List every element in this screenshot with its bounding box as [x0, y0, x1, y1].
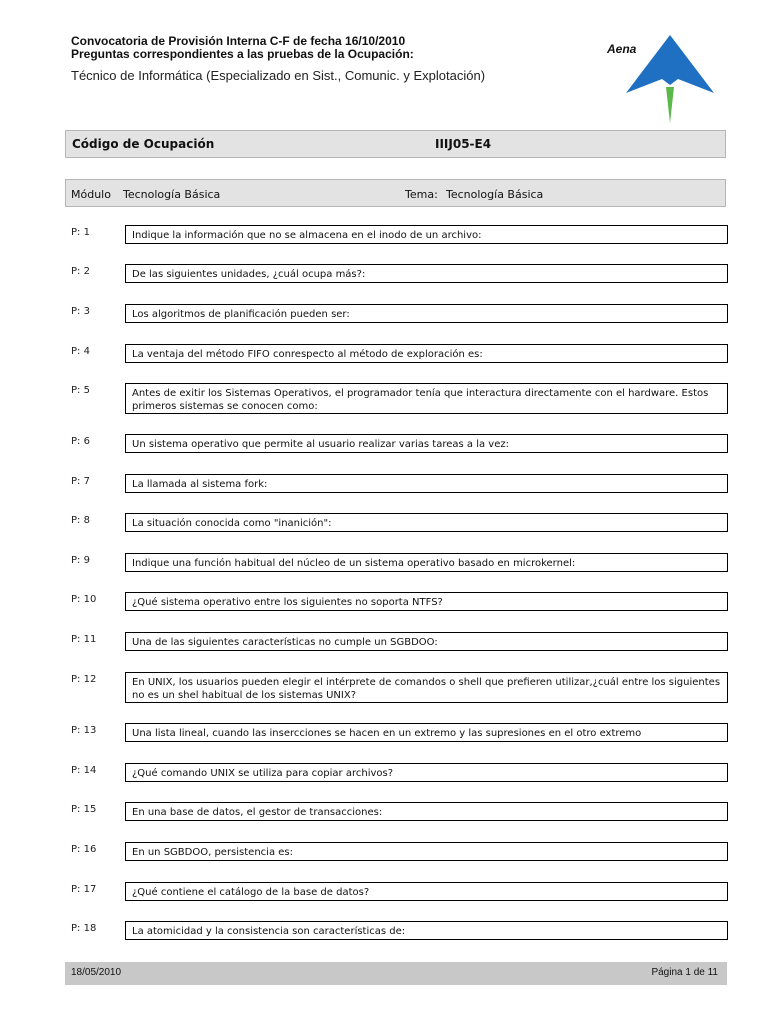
- module-label: Módulo: [71, 188, 111, 201]
- question-number: P: 9: [71, 555, 90, 566]
- question-number: P: 8: [71, 515, 90, 526]
- code-value: IIIJ05-E4: [435, 137, 492, 151]
- question-text: Antes de exitir los Sistemas Operativos, el programador tenía que interactura directamente con el hardware. Estos primeros sistemas se conocen como:: [125, 383, 728, 414]
- question-text: Los algoritmos de planificación pueden ser:: [125, 304, 728, 323]
- question-number: P: 11: [71, 634, 97, 645]
- question-number: P: 12: [71, 674, 97, 685]
- aena-logo-icon: [622, 33, 718, 125]
- question-text: Indique una función habitual del núcleo de un sistema operativo basado en microkernel:: [125, 553, 728, 572]
- question-text: Una de las siguientes características no cumple un SGBDOO:: [125, 632, 728, 651]
- module-bar: [65, 179, 726, 207]
- question-number: P: 17: [71, 884, 97, 895]
- question-text: ¿Qué contiene el catálogo de la base de datos?: [125, 882, 728, 901]
- pruebas-subtitle: Preguntas correspondientes a las pruebas de la Ocupación:: [71, 47, 414, 61]
- occupation-code-bar: [65, 130, 726, 158]
- question-number: P: 4: [71, 346, 90, 357]
- page-footer: [65, 962, 727, 985]
- tema-value: Tecnología Básica: [446, 188, 544, 201]
- footer-page-number: Página 1 de 11: [651, 967, 718, 978]
- convocatoria-title: Convocatoria de Provisión Interna C-F de fecha 16/10/2010: [71, 34, 406, 48]
- question-text: La atomicidad y la consistencia son características de:: [125, 921, 728, 940]
- question-text: Un sistema operativo que permite al usuario realizar varias tareas a la vez:: [125, 434, 728, 453]
- question-number: P: 1: [71, 227, 90, 238]
- question-number: P: 18: [71, 923, 97, 934]
- question-text: De las siguientes unidades, ¿cuál ocupa más?:: [125, 264, 728, 283]
- module-value: Tecnología Básica: [123, 188, 221, 201]
- question-number: P: 5: [71, 385, 90, 396]
- question-number: P: 16: [71, 844, 97, 855]
- footer-date: 18/05/2010: [71, 967, 122, 978]
- question-text: La situación conocida como "inanición":: [125, 513, 728, 532]
- question-text: ¿Qué sistema operativo entre los siguientes no soporta NTFS?: [125, 592, 728, 611]
- question-number: P: 13: [71, 725, 97, 736]
- question-number: P: 14: [71, 765, 97, 776]
- question-text: En un SGBDOO, persistencia es:: [125, 842, 728, 861]
- tema-label: Tema:: [405, 188, 438, 201]
- question-text: Una lista lineal, cuando las insercciones se hacen en un extremo y las supresiones en el otro extremo: [125, 723, 728, 742]
- question-text: Indique la información que no se almacena en el inodo de un archivo:: [125, 225, 728, 244]
- question-number: P: 3: [71, 306, 90, 317]
- occupation-name: Técnico de Informática (Especializado en Sist., Comunic. y Explotación): [71, 68, 486, 83]
- question-number: P: 15: [71, 804, 97, 815]
- question-text: La llamada al sistema fork:: [125, 474, 728, 493]
- question-text: En una base de datos, el gestor de transacciones:: [125, 802, 728, 821]
- question-number: P: 10: [71, 594, 97, 605]
- question-number: P: 6: [71, 436, 90, 447]
- question-number: P: 2: [71, 266, 90, 277]
- question-text: En UNIX, los usuarios pueden elegir el intérprete de comandos o shell que prefieren utilizar,¿cuál entre los siguientes no es un shel habitual de los sistemas UNIX?: [125, 672, 728, 703]
- aena-logo-text: Aena: [607, 42, 637, 56]
- question-text: La ventaja del método FIFO conrespecto al método de exploración es:: [125, 344, 728, 363]
- code-label: Código de Ocupación: [72, 137, 215, 151]
- question-number: P: 7: [71, 476, 90, 487]
- question-text: ¿Qué comando UNIX se utiliza para copiar archivos?: [125, 763, 728, 782]
